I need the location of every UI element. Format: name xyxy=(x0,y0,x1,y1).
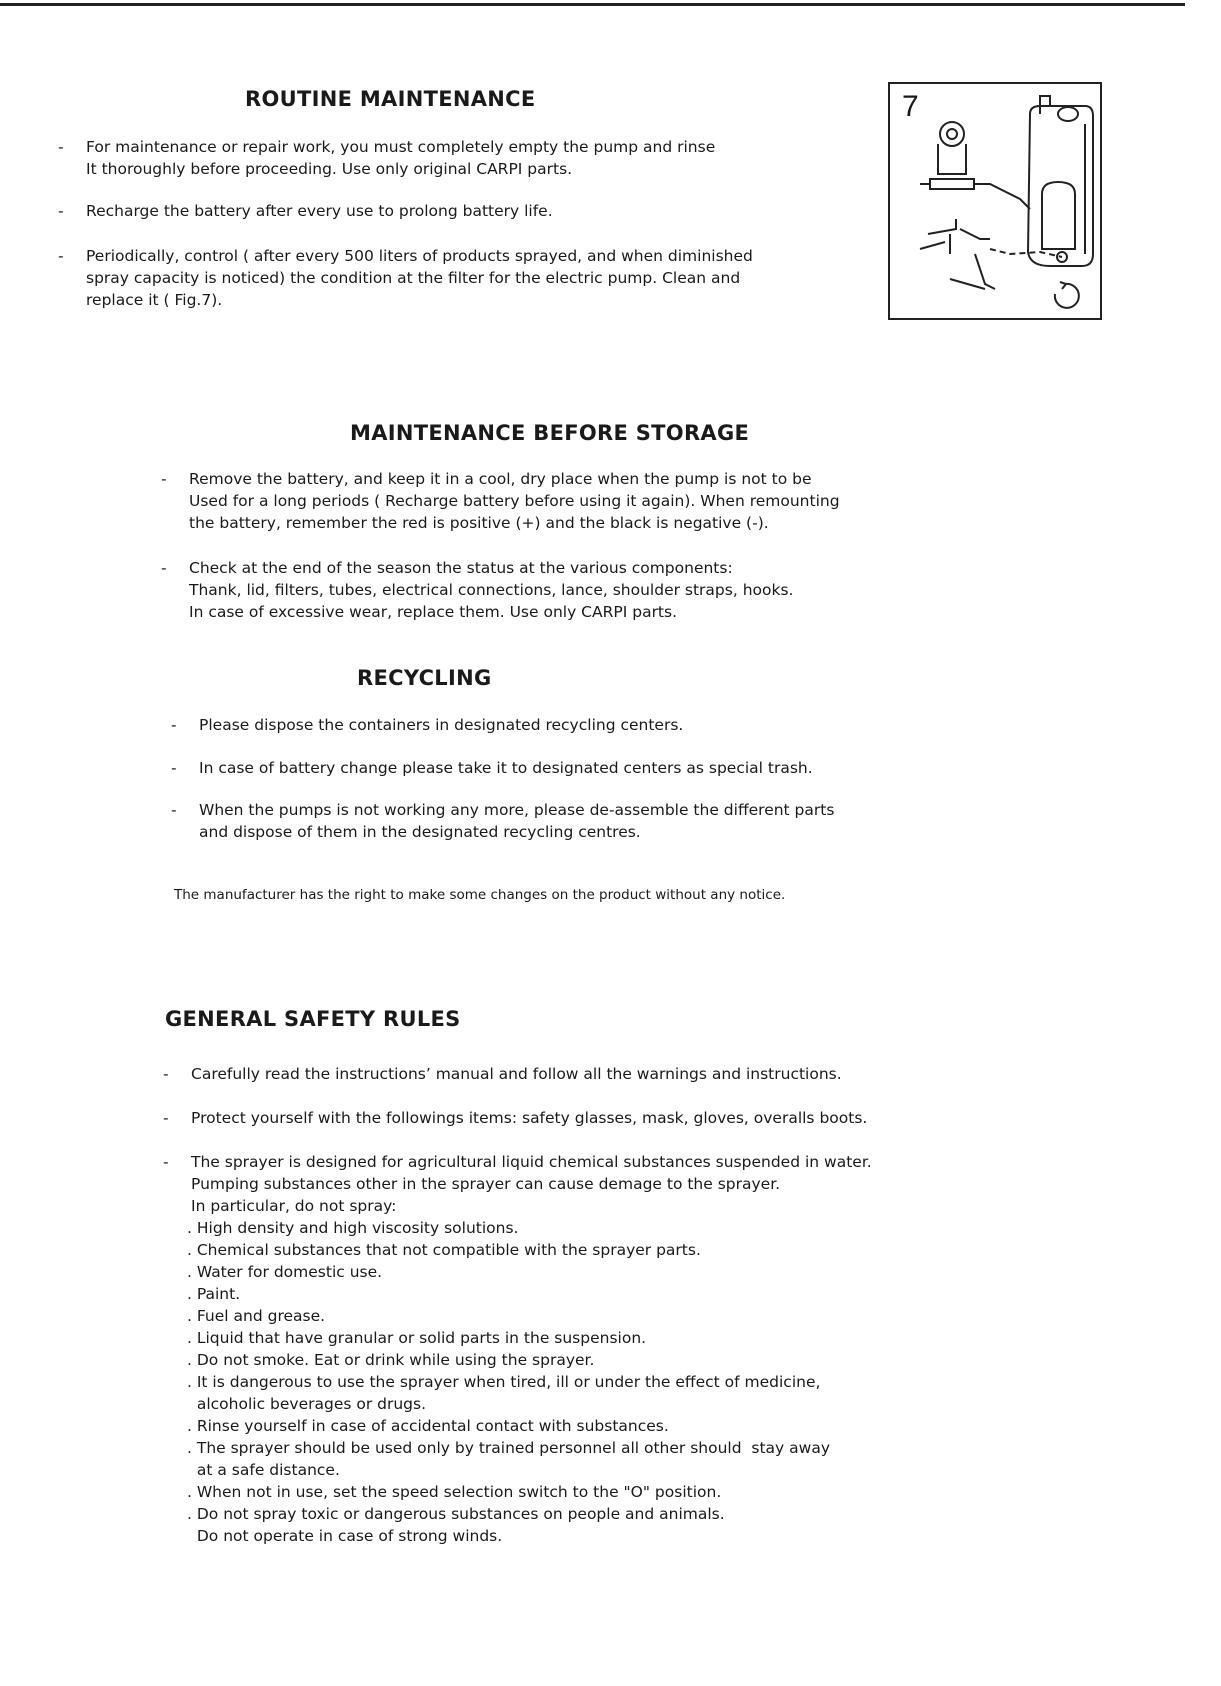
list-item-line: Recharge the battery after every use to prolong battery life. xyxy=(86,202,553,220)
heading-routine-maintenance: ROUTINE MAINTENANCE xyxy=(245,87,536,111)
list-item: - When the pumps is not working any more, please de-assemble the different parts and dispose of them in the designated recycling centres. xyxy=(171,801,835,841)
list-item-line: spray capacity is noticed) the condition at the filter for the electric pump. Clean and xyxy=(86,269,741,287)
sublist-item: . Do not smoke. Eat or drink while using the sprayer. xyxy=(187,1351,595,1369)
list-item: - Carefully read the instructions’ manual and follow all the warnings and instructions. xyxy=(163,1065,842,1083)
list-item-line: In case of excessive wear, replace them. Use only CARPI parts. xyxy=(189,603,678,621)
list-item-line: Carefully read the instructions’ manual and follow all the warnings and instructions. xyxy=(191,1065,842,1083)
sublist-item: . Rinse yourself in case of accidental contact with substances. xyxy=(187,1417,669,1435)
heading-maintenance-before-storage: MAINTENANCE BEFORE STORAGE xyxy=(350,421,750,445)
sublist-item: . Chemical substances that not compatible with the sprayer parts. xyxy=(187,1241,701,1259)
sublist-item: . Paint. xyxy=(187,1285,241,1303)
list-item: - The sprayer is designed for agricultural liquid chemical substances suspended in water. Pumping substances other in the sprayer can cause demage to the sprayer. In particular, do not spray: xyxy=(163,1153,872,1215)
list-item: - Periodically, control ( after every 500 liters of products sprayed, and when diminished spray capacity is noticed) the condition at the filter for the electric pump. Clean and replace it ( Fig.7). xyxy=(58,247,753,309)
manufacturer-notice: The manufacturer has the right to make some changes on the product without any notice. xyxy=(174,887,786,903)
pump-filter-illustration-icon xyxy=(890,84,1100,318)
heading-general-safety-rules: GENERAL SAFETY RULES xyxy=(165,1007,461,1031)
list-item-line: The sprayer is designed for agricultural liquid chemical substances suspended in water. xyxy=(191,1153,872,1171)
list-item-line: In particular, do not spray: xyxy=(191,1197,397,1215)
list-item-line: In case of battery change please take it to designated centers as special trash. xyxy=(199,759,813,777)
sublist-item: . High density and high viscosity solutions. xyxy=(187,1219,519,1237)
list-item-line: and dispose of them in the designated recycling centres. xyxy=(199,823,641,841)
list-item: - For maintenance or repair work, you must completely empty the pump and rinse It thoroughly before proceeding. Use only original CARPI parts. xyxy=(58,138,716,178)
list-item-line: replace it ( Fig.7). xyxy=(86,291,223,309)
list-item-line: For maintenance or repair work, you must completely empty the pump and rinse xyxy=(86,138,716,156)
list-item-line: Check at the end of the season the status at the various components: xyxy=(189,559,733,577)
list-item: - Check at the end of the season the status at the various components: Thank, lid, filters, tubes, electrical connections, lance, shoulder straps, hooks. In case of excessive wear, replace them. Use only CARPI parts. xyxy=(161,559,794,621)
list-item: - Recharge the battery after every use to prolong battery life. xyxy=(58,202,553,220)
figure-7 xyxy=(888,82,1102,320)
sublist-item: . The sprayer should be used only by trained personnel all other should stay away xyxy=(187,1439,831,1457)
figure-number: 7 xyxy=(902,90,919,123)
list-item-line: Pumping substances other in the sprayer can cause demage to the sprayer. xyxy=(191,1175,781,1193)
list-item: - Please dispose the containers in designated recycling centers. xyxy=(171,716,684,734)
sublist-item: . Do not spray toxic or dangerous substances on people and animals. xyxy=(187,1505,725,1523)
list-item-line: It thoroughly before proceeding. Use only original CARPI parts. xyxy=(86,160,573,178)
do-not-spray-list xyxy=(187,1217,830,1547)
list-item-line: the battery, remember the red is positive (+) and the black is negative (-). xyxy=(189,514,769,532)
list-item: - In case of battery change please take it to designated centers as special trash. xyxy=(171,759,813,777)
list-item-line: Remove the battery, and keep it in a cool, dry place when the pump is not to be xyxy=(189,470,812,488)
list-item-line: Periodically, control ( after every 500 liters of products sprayed, and when diminished xyxy=(86,247,753,265)
sublist-item: at a safe distance. xyxy=(187,1461,340,1479)
sublist-item: alcoholic beverages or drugs. xyxy=(187,1395,427,1413)
list-item-line: Protect yourself with the followings items: safety glasses, mask, gloves, overalls boots. xyxy=(191,1109,868,1127)
list-item: - Protect yourself with the followings items: safety glasses, mask, gloves, overalls boots. xyxy=(163,1109,868,1127)
sublist-item: . Liquid that have granular or solid parts in the suspension. xyxy=(187,1329,647,1347)
sublist-item: . Water for domestic use. xyxy=(187,1263,383,1281)
list-item: - Remove the battery, and keep it in a cool, dry place when the pump is not to be Used for a long periods ( Recharge battery before using it again). When remounting the battery, remember the red is positive (+) and the black is negative (-). xyxy=(161,470,840,532)
list-item-line: Used for a long periods ( Recharge battery before using it again). When remounting xyxy=(189,492,840,510)
sublist-item: Do not operate in case of strong winds. xyxy=(187,1527,503,1545)
sublist-item: . When not in use, set the speed selection switch to the "O" position. xyxy=(187,1483,722,1501)
sublist-item: . Fuel and grease. xyxy=(187,1307,326,1325)
scan-top-border xyxy=(0,3,1185,6)
list-item-line: Please dispose the containers in designated recycling centers. xyxy=(199,716,684,734)
heading-recycling: RECYCLING xyxy=(357,666,492,690)
list-item-line: Thank, lid, filters, tubes, electrical connections, lance, shoulder straps, hooks. xyxy=(189,581,794,599)
list-item-line: When the pumps is not working any more, please de-assemble the different parts xyxy=(199,801,835,819)
sublist-item: . It is dangerous to use the sprayer when tired, ill or under the effect of medicine, xyxy=(187,1373,821,1391)
